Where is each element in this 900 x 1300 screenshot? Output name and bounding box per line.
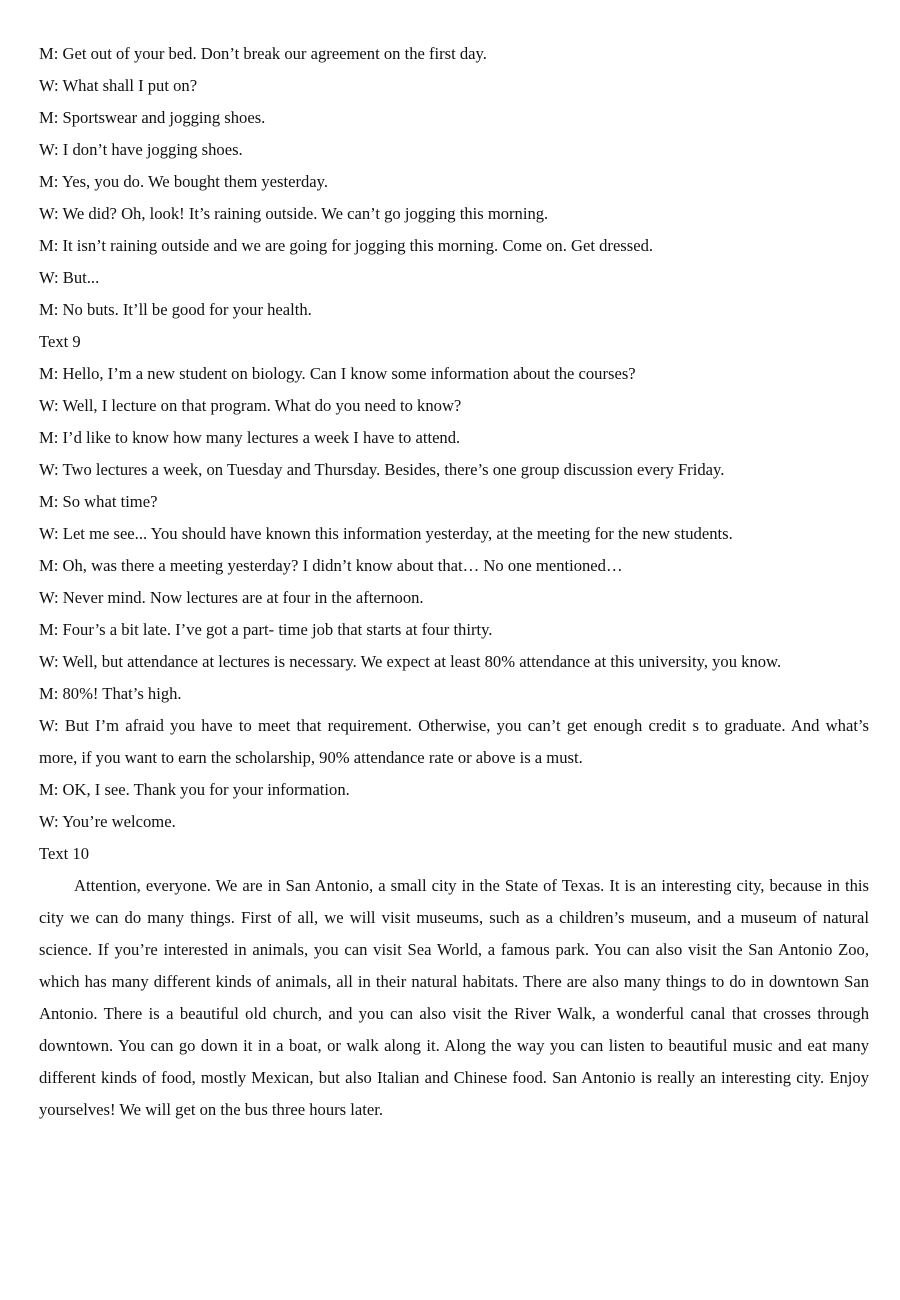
dialogue-line: M: Four’s a bit late. I’ve got a part- time job that starts at four thirty. <box>39 620 493 639</box>
dialogue-line-long: W: But I’m afraid you have to meet that requirement. Otherwise, you can’t get enough credit s to graduate. And what’s more, if you want to earn the scholarship, 90% attendance rate or above is a must. <box>39 716 869 767</box>
dialogue-line: M: Sportswear and jogging shoes. <box>39 108 266 127</box>
section-heading-text-9: Text 9 <box>39 332 81 351</box>
dialogue-line: W: Never mind. Now lectures are at four in the afternoon. <box>39 588 424 607</box>
dialogue-line: M: Oh, was there a meeting yesterday? I didn’t know about that… No one mentioned… <box>39 556 623 575</box>
dialogue-line: W: Two lectures a week, on Tuesday and Thursday. Besides, there’s one group discussion every Friday. <box>39 460 725 479</box>
section-heading-text-10: Text 10 <box>39 844 89 863</box>
dialogue-line: W: I don’t have jogging shoes. <box>39 140 243 159</box>
dialogue-line: W: You’re welcome. <box>39 812 176 831</box>
dialogue-line: M: I’d like to know how many lectures a week I have to attend. <box>39 428 461 447</box>
dialogue-line: M: Get out of your bed. Don’t break our agreement on the first day. <box>39 44 487 63</box>
dialogue-line: W: Let me see... You should have known this information yesterday, at the meeting for the new students. <box>39 524 733 543</box>
dialogue-line: M: Yes, you do. We bought them yesterday. <box>39 172 329 191</box>
text-10-paragraph: Attention, everyone. We are in San Antonio, a small city in the State of Texas. It is an interesting city, because in this city we can do many things. First of all, we will visit museums, such as a children’s museum, and a museum of natural science. If you’re interested in animals, you can visit Sea World, a famous park. You can also visit the San Antonio Zoo, which has many different kinds of animals, all in their natural habitats. There are also many things to do in downtown San Antonio. There is a beautiful old church, and you can also visit the River Walk, a wonderful canal that crosses through downtown. You can go down it in a boat, or walk along it. Along the way you can listen to beautiful music and eat many different kinds of food, mostly Mexican, but also Italian and Chinese food. San Antonio is really an interesting city. Enjoy yourselves! We will get on the bus three hours later. <box>39 876 869 1119</box>
dialogue-line: M: Hello, I’m a new student on biology. Can I know some information about the courses? <box>39 364 636 383</box>
dialogue-line: W: Well, but attendance at lectures is necessary. We expect at least 80% attendance at this university, you know. <box>39 652 782 671</box>
transcript-body <box>39 38 869 1126</box>
dialogue-line: M: OK, I see. Thank you for your information. <box>39 780 350 799</box>
dialogue-line: M: So what time? <box>39 492 158 511</box>
dialogue-line: M: 80%! That’s high. <box>39 684 182 703</box>
dialogue-line: W: We did? Oh, look! It’s raining outside. We can’t go jogging this morning. <box>39 204 549 223</box>
dialogue-line: M: No buts. It’ll be good for your health. <box>39 300 312 319</box>
dialogue-line: M: It isn’t raining outside and we are going for jogging this morning. Come on. Get dressed. <box>39 236 654 255</box>
dialogue-line: W: Well, I lecture on that program. What do you need to know? <box>39 396 462 415</box>
dialogue-line: W: What shall I put on? <box>39 76 198 95</box>
dialogue-line: W: But... <box>39 268 100 287</box>
